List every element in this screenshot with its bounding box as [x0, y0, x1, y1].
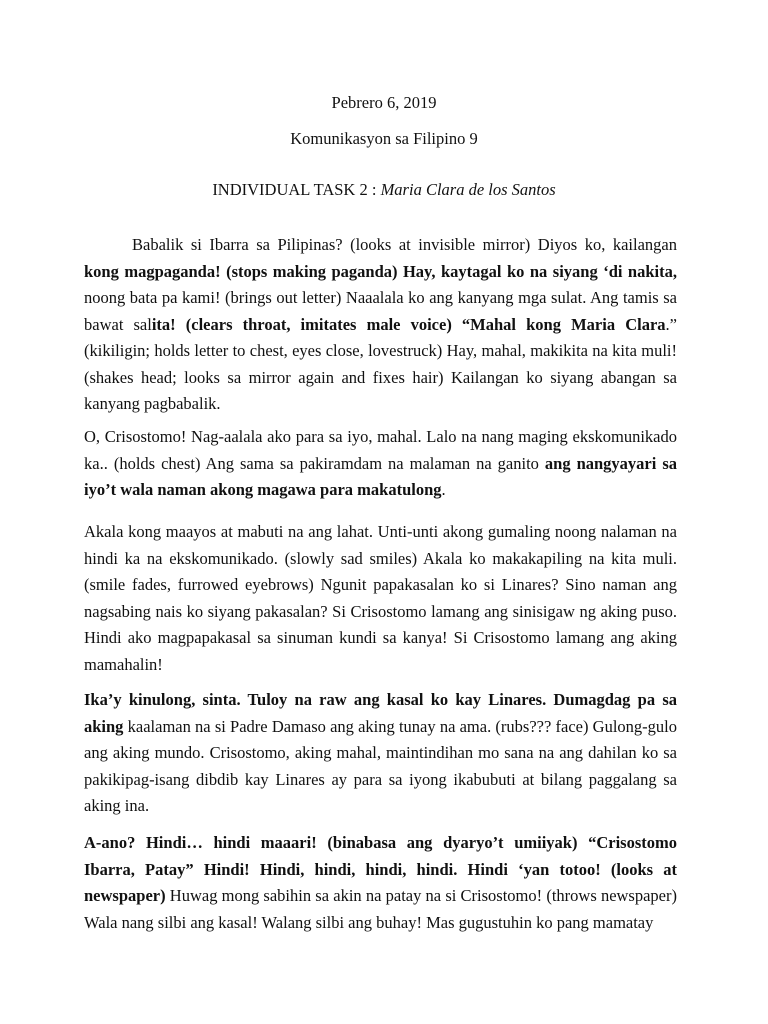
paragraph-4	[84, 687, 677, 820]
paragraph-3	[84, 519, 677, 678]
text-segment: ang nangyayari sa iyo’t wala naman akong magawa para makatulong	[84, 453, 678, 499]
text-segment: O, Crisostomo! Nag-aalala ako para sa iyo, mahal. Lalo na nang maging ekskomunikado ka.. (holds chest) Ang sama sa pakiramdam na malaman na ganito	[84, 427, 677, 473]
paragraph-2	[84, 424, 677, 504]
task-heading	[0, 180, 768, 200]
task-character: Maria Clara de los Santos	[380, 180, 556, 199]
text-segment: Akala kong maayos at mabuti na ang lahat. Unti-unti akong gumaling noong nalaman na hindi ka na ekskomunikado. (slowly sad smiles) Akala ko makakapiling na kita muli. (smile fades, furrowed eyebrows) Ngunit papakasalan ko si Linares? Sino naman ang nagsabing nais ko siyang pakasalan? Si Crisostomo lamang ang sinisigaw ng aking puso. Hindi ako magpapakasal sa sinuman kundi sa kanya! Si Crisostomo lamang ang aking mamahalin!	[84, 522, 677, 674]
text-segment: .	[441, 480, 446, 499]
task-label: INDIVIDUAL TASK 2 :	[212, 180, 381, 199]
text-segment: Huwag mong sabihin sa akin na patay na si Crisostomo! (throws newspaper) Wala nang silbi ang kasal! Walang silbi ang buhay! Mas gugustuhin ko pang mamatay	[84, 886, 677, 932]
text-segment: ita! (clears throat, imitates male voice) “Mahal kong Maria Clara	[151, 314, 666, 334]
text-segment: kaalaman na si Padre Damaso ang aking tunay na ama. (rubs??? face) Gulong-gulo ang aking mundo. Crisostomo, aking mahal, maintindihan mo sana na ang dahilan ko sa pakikipag-isang dibdib kay Linares ay para sa iyong ikabubuti at bilang paggalang sa aking ina.	[84, 716, 677, 815]
text-segment: .” (kikiligin; holds letter to chest, eyes close, lovestruck) Hay, mahal, makikita na kita muli! (shakes head; looks sa mirror again and fixes hair) Kailangan ko siyang abangan sa kanyang pagbabalik.	[84, 314, 677, 413]
text-segment: A-ano? Hindi… hindi maaari! (binabasa ang dyaryo’t umiiyak) “Crisostomo Ibarra, Patay” Hindi! Hindi, hindi, hindi, hindi. Hindi ‘yan totoo! (looks at newspaper)	[84, 833, 677, 905]
text-segment: kong magpaganda! (stops making paganda) Hay, kaytagal ko na siyang ‘di nakita,	[84, 261, 677, 281]
text-segment: Ika’y kinulong, sinta. Tuloy na raw ang kasal ko kay Linares. Dumagdag pa sa aking	[84, 690, 677, 736]
course-title: Komunikasyon sa Filipino 9	[290, 129, 478, 148]
text-segment: noong bata pa kami! (brings out letter) Naaalala ko ang kanyang mga sulat. Ang tamis sa bawat sal	[84, 288, 677, 334]
document-date: Pebrero 6, 2019	[331, 93, 437, 112]
paragraph-5	[84, 830, 677, 936]
paragraph-1	[84, 232, 677, 418]
text-segment: Babalik si Ibarra sa Pilipinas? (looks at invisible mirror) Diyos ko, kailangan	[132, 235, 677, 254]
